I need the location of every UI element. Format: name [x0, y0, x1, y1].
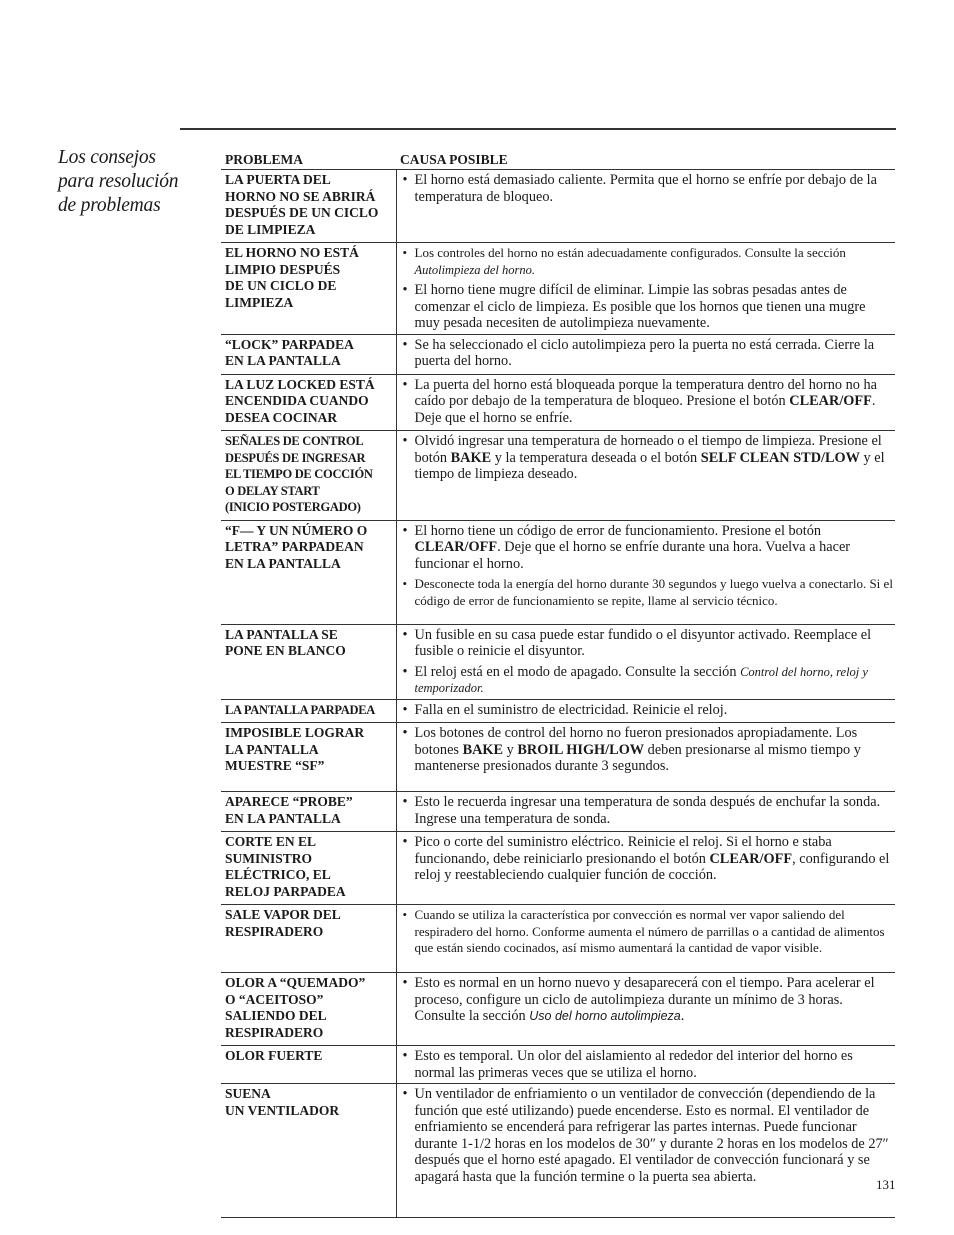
cause-text: Un ventilador de enfriamiento o un ventilador de convección (dependiendo de la función que esté utilizando) puede encenderse. Esto es normal. El ventilador de enfriamiento se encenderá para refrigerar las partes internas. Puede funcionar durante 1-1/2 horas en los modelos de 30″ y durante 2 horas en los modelos de 27″ después que el horno esté apagado. El ventilador de convección funcionará y se apagará hasta que la función termine o la puerta sea abierta.: [414, 1086, 889, 1185]
problem-line: DESPUÉS DE UN CICLO: [225, 205, 379, 220]
cause-text: El horno está demasiado caliente. Permita que el horno se enfríe por debajo de la temperatura de bloqueo.: [414, 172, 877, 205]
cause-text: Desconecte toda la energía del horno durante 30 segundos y luego vuelva a conectarlo. Si el código de error de funcionamiento se repite, llame al servicio técnico.: [414, 576, 893, 608]
cause-cell: [396, 374, 895, 431]
cause-cell: [396, 170, 895, 243]
problem-line: RESPIRADERO: [225, 1024, 324, 1040]
section-title: [58, 146, 188, 218]
cause-cell: [396, 431, 895, 521]
problem-line: PONE EN BLANCO: [225, 643, 346, 658]
problem-line: SALE VAPOR DEL: [225, 907, 341, 922]
key-label: CLEAR/OFF: [789, 393, 872, 409]
cause-text: Los controles del horno no están adecuadamente configurados. Consulte la sección: [414, 245, 846, 260]
troubleshooting-table: [221, 150, 895, 1218]
bullet: •: [402, 376, 408, 393]
problem-line: ENCENDIDA CUANDO: [225, 393, 369, 408]
problem-line: DE LIMPIEZA: [225, 221, 316, 237]
problem-line: HORNO NO SE ABRIRÁ: [225, 188, 376, 204]
cause-text: Esto le recuerda ingresar una temperatura de sonda después de enchufar la sonda. Ingrese una temperatura de sonda.: [414, 794, 881, 827]
cause-text: .: [680, 1008, 685, 1024]
cause-item: [401, 627, 894, 660]
bullet: •: [402, 626, 408, 643]
cause-text: . Deje que el horno se enfríe durante una hora. Vuelva a hacer funcionar el horno.: [414, 539, 851, 572]
cause-text: . Deje que el horno se enfríe.: [414, 393, 876, 426]
table-row: [221, 170, 895, 243]
problem-cell: [221, 905, 396, 973]
cause-text: y el tiempo de limpieza deseado.: [414, 449, 885, 482]
table-row: [221, 520, 895, 624]
cause-item: [401, 907, 894, 957]
cause-reference: Autolimpieza del horno.: [414, 262, 535, 277]
bullet: •: [402, 522, 408, 539]
table-row: [221, 334, 895, 374]
cause-cell: [396, 243, 895, 335]
problem-line: EN LA PANTALLA: [225, 810, 341, 826]
cause-reference: Uso del horno autolimpieza: [529, 1009, 681, 1023]
problem-line: RELOJ PARPADEA: [225, 883, 346, 899]
problem-line: LA PANTALLA SE: [225, 626, 338, 642]
problem-line: LIMPIEZA: [225, 294, 294, 310]
problem-cell: [221, 723, 396, 792]
header-cause: CAUSA POSIBLE: [396, 150, 895, 170]
cause-item: [401, 576, 894, 609]
problem-line: SALIENDO DEL: [225, 1008, 327, 1023]
problem-line: “F— Y UN NÚMERO O: [225, 522, 368, 538]
problem-line: DESEA COCINAR: [225, 409, 338, 425]
key-label: SELF CLEAN STD/LOW: [700, 449, 860, 466]
cause-text: Cuando se utiliza la característica por convección es normal ver vapor saliendo del respiradero del horno. Conforme aumenta el número de parrillas o a cantidad de alimentos que están siendo cocinados, así mismo aumentará la cantidad de vapor visible.: [414, 907, 885, 955]
key-label: BAKE: [462, 741, 504, 758]
cause-item: [401, 523, 894, 573]
problem-cell: [221, 170, 396, 243]
table-row: [221, 723, 895, 792]
bullet: •: [402, 663, 408, 680]
bullet: •: [402, 725, 408, 741]
problem-line: SEÑALES DE CONTROL: [225, 434, 364, 448]
problem-cell: [221, 792, 396, 832]
cause-item: [401, 1048, 894, 1081]
table-row: [221, 973, 895, 1046]
key-label: CLEAR/OFF: [414, 539, 498, 555]
bullet: •: [402, 245, 408, 260]
cause-text: Falla en el suministro de electricidad. Reinicie el reloj.: [414, 701, 728, 718]
problem-line: LA PANTALLA: [225, 741, 319, 757]
section-title-line: de problemas: [58, 195, 161, 216]
problem-line: (INICIO POSTERGADO): [225, 500, 361, 514]
bullet: •: [402, 794, 408, 810]
problem-cell: [221, 832, 396, 905]
cause-text: y la temperatura deseada o el botón: [491, 449, 701, 466]
table-row: [221, 243, 895, 335]
cause-text: Olvidó ingresar una temperatura de horneado o el tiempo de limpieza. Presione el botón: [414, 433, 882, 466]
cause-text: deben presionarse al mismo tiempo y mantenerse presionados durante 3 segundos.: [414, 741, 861, 774]
problem-line: ELÉCTRICO, EL: [225, 867, 331, 882]
problem-line: SUMINISTRO: [225, 850, 313, 866]
cause-reference: Control del horno, reloj y temporizador.: [414, 664, 868, 695]
table-row: [221, 1046, 895, 1084]
problem-line: EL TIEMPO DE COCCIÓN: [225, 467, 373, 481]
cause-text: El horno tiene un código de error de funcionamiento. Presione el botón: [414, 522, 822, 539]
cause-text: Esto es temporal. Un olor del aislamiento al rededor del interior del horno es normal las primeras veces que se utiliza el horno.: [414, 1048, 853, 1081]
cause-cell: [396, 699, 895, 723]
key-label: BAKE: [450, 449, 492, 466]
problem-line: “LOCK” PARPADEA: [225, 336, 354, 352]
cause-item: [401, 282, 894, 332]
bullet: •: [402, 701, 408, 718]
problem-line: LA PANTALLA PARPADEA: [225, 702, 376, 717]
cause-item: [401, 433, 894, 483]
cause-item: [401, 1086, 894, 1185]
section-title-line: Los consejos: [58, 147, 156, 168]
problem-line: RESPIRADERO: [225, 923, 324, 939]
cause-cell: [396, 520, 895, 624]
cause-text: Un fusible en su casa puede estar fundido o el disyuntor activado. Reemplace el fusible o reinicie el disyuntor.: [414, 626, 872, 659]
key-label: BROIL HIGH/LOW: [517, 741, 645, 758]
cause-cell: [396, 334, 895, 374]
cause-cell: [396, 832, 895, 905]
cause-text: Se ha seleccionado el ciclo autolimpieza pero la puerta no está cerrada. Cierre la puerta del horno.: [414, 336, 875, 369]
cause-cell: [396, 905, 895, 973]
bullet: •: [402, 834, 408, 850]
cause-item: [401, 337, 894, 370]
table-row: [221, 905, 895, 973]
table-row: [221, 699, 895, 723]
cause-cell: [396, 973, 895, 1046]
cause-cell: [396, 1084, 895, 1218]
problem-line: UN VENTILADOR: [225, 1102, 340, 1118]
cause-text: La puerta del horno está bloqueada porque la temperatura dentro del horno no ha caído por debajo de la temperatura de bloqueo. Presione el botón: [414, 376, 877, 409]
page-number: 131: [876, 1177, 896, 1192]
problem-cell: [221, 374, 396, 431]
cause-item: [401, 975, 894, 1025]
problem-line: EN LA PANTALLA: [225, 353, 341, 368]
bullet: •: [402, 172, 408, 188]
cause-item: [401, 702, 894, 719]
problem-cell: [221, 520, 396, 624]
bullet: •: [402, 576, 408, 591]
problem-cell: [221, 334, 396, 374]
problem-line: O DELAY START: [225, 483, 320, 498]
problem-line: O “ACEITOSO”: [225, 991, 324, 1007]
problem-line: LA PUERTA DEL: [225, 172, 331, 187]
bullet: •: [402, 1048, 408, 1064]
cause-item: [401, 725, 894, 775]
table-row: [221, 431, 895, 521]
problem-line: SUENA: [225, 1086, 271, 1101]
cause-cell: [396, 792, 895, 832]
cause-item: [401, 245, 894, 278]
table-row: [221, 624, 895, 699]
bullet: •: [402, 907, 408, 922]
problem-line: MUESTRE “SF”: [225, 758, 325, 773]
cause-item: [401, 172, 894, 205]
table-row: [221, 792, 895, 832]
cause-item: [401, 377, 894, 427]
problem-line: DESPUÉS DE INGRESAR: [225, 450, 366, 465]
problem-cell: [221, 431, 396, 521]
cause-item: [401, 664, 894, 697]
problem-cell: [221, 699, 396, 723]
table-row: [221, 1084, 895, 1218]
problem-line: APARECE “PROBE”: [225, 794, 353, 809]
cause-text: El horno tiene mugre difícil de eliminar. Limpie las sobras pesadas antes de comenzar el ciclo de limpieza. Es posible que los hornos que tienen una mugre muy pesada necesiten de autolimpieza nuevamente.: [414, 282, 866, 331]
problem-line: LIMPIO DESPUÉS: [225, 261, 341, 277]
problem-line: IMPOSIBLE LOGRAR: [225, 725, 365, 740]
cause-text: , configurando el reloj y reestableciendo cualquier función de cocción.: [414, 850, 890, 883]
header-problem: PROBLEMA: [221, 150, 396, 170]
bullet: •: [402, 433, 408, 449]
cause-cell: [396, 723, 895, 792]
cause-cell: [396, 1046, 895, 1084]
bullet: •: [402, 1086, 408, 1102]
problem-line: LETRA” PARPADEAN: [225, 539, 364, 554]
key-label: CLEAR/OFF: [709, 850, 793, 867]
cause-text: y: [503, 741, 518, 758]
cause-item: [401, 794, 894, 827]
section-title-line: para resolución: [58, 171, 179, 192]
problem-cell: [221, 1084, 396, 1218]
table-row: [221, 374, 895, 431]
problem-cell: [221, 624, 396, 699]
problem-line: EN LA PANTALLA: [225, 555, 341, 571]
bullet: •: [402, 975, 408, 991]
table-row: [221, 832, 895, 905]
table-header-row: [221, 150, 895, 170]
cause-text: Los botones de control del horno no fueron presionados apropiadamente. Los botones: [414, 725, 858, 758]
top-rule: [180, 128, 896, 130]
problem-cell: [221, 1046, 396, 1084]
problem-line: OLOR FUERTE: [225, 1048, 323, 1063]
problem-line: OLOR A “QUEMADO”: [225, 975, 366, 990]
cause-text: Pico o corte del suministro eléctrico. Reinicie el reloj. Si el horno e staba funcionando, debe reiniciarlo presionando el botón: [414, 834, 832, 867]
cause-cell: [396, 624, 895, 699]
bullet: •: [402, 336, 408, 353]
problem-line: CORTE EN EL: [225, 834, 317, 849]
problem-cell: [221, 973, 396, 1046]
problem-line: EL HORNO NO ESTÁ: [225, 245, 359, 260]
cause-text: El reloj está en el modo de apagado. Consulte la sección: [414, 663, 741, 680]
cause-item: [401, 834, 894, 884]
bullet: •: [402, 282, 408, 298]
cause-text: Esto es normal en un horno nuevo y desaparecerá con el tiempo. Para acelerar el proceso, configure un ciclo de autolimpieza durante un mínimo de 3 horas. Consulte la sección: [414, 975, 875, 1024]
problem-line: DE UN CICLO DE: [225, 278, 337, 293]
problem-cell: [221, 243, 396, 335]
problem-line: LA LUZ LOCKED ESTÁ: [225, 376, 375, 392]
